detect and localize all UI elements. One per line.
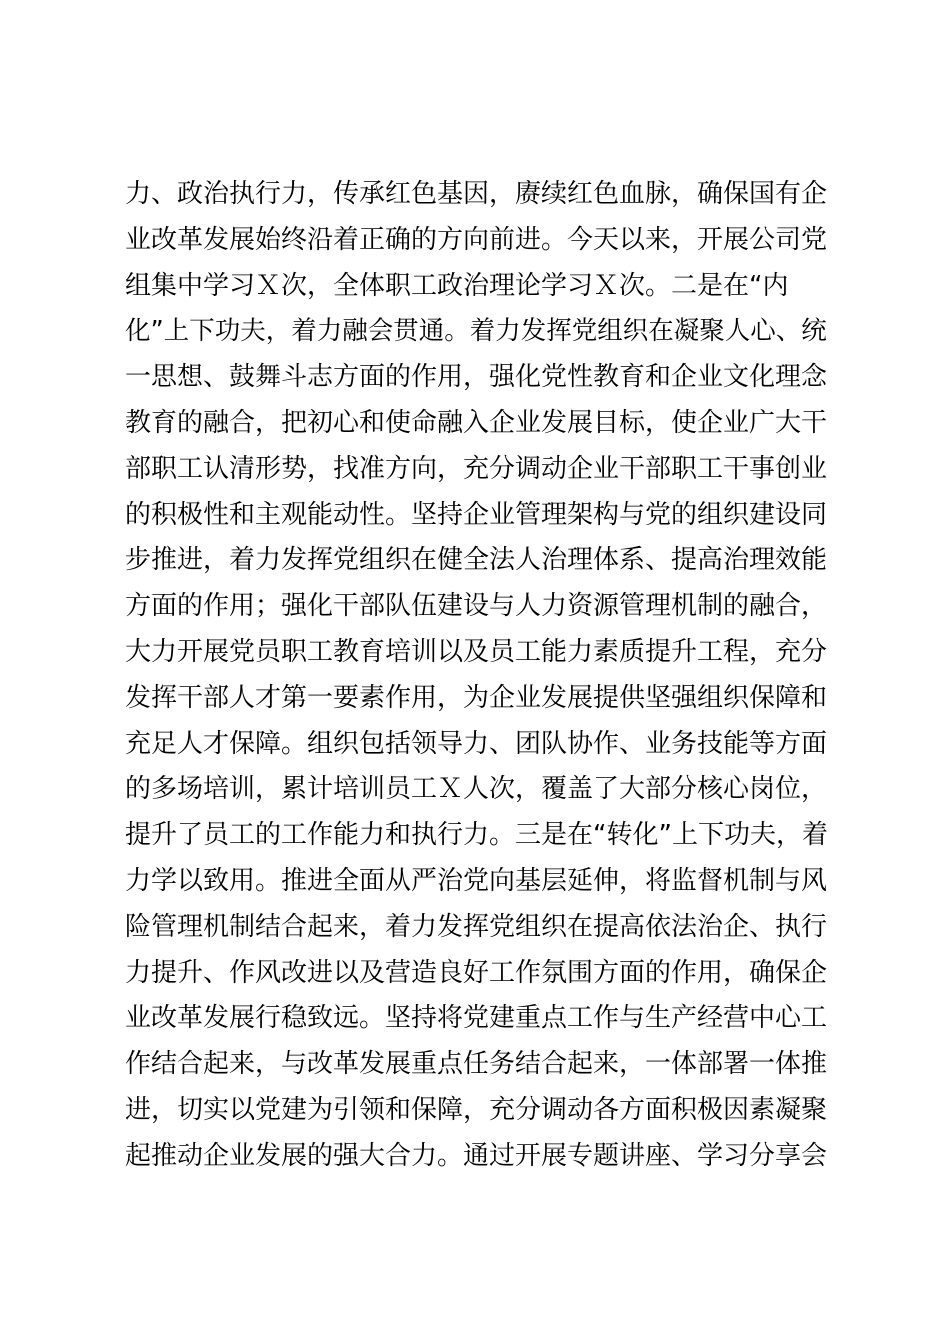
- text-line: 提升了员工的工作能力和执行力。三是在“转化”上下功夫，着: [125, 820, 828, 851]
- text-line: 步推进，着力发挥党组织在健全法人治理体系、提高治理效能: [125, 545, 828, 576]
- text-line: 化”上下功夫，着力融会贯通。着力发挥党组织在凝聚人心、统: [125, 316, 827, 347]
- text-line: 的多场培训，累计培训员工Ｘ人次，覆盖了大部分核心岗位，: [125, 774, 828, 805]
- text-line: 的积极性和主观能动性。坚持企业管理架构与党的组织建设同: [125, 499, 828, 530]
- text-line: 业改革发展始终沿着正确的方向前进。今天以来，开展公司党: [125, 224, 828, 255]
- text-line: 方面的作用；强化干部队伍建设与人力资源管理机制的融合，: [125, 591, 828, 622]
- text-line: 力、政治执行力，传承红色基因，赓续红色血脉，确保国有企: [125, 179, 828, 209]
- text-line: 充足人才保障。组织包括领导力、团队协作、业务技能等方面: [125, 728, 828, 759]
- text-line: 发挥干部人才第一要素作用，为企业发展提供坚强组织保障和: [125, 682, 828, 713]
- text-line: 力学以致用。推进全面从严治党向基层延伸，将监督机制与风: [125, 865, 828, 896]
- text-line: 起推动企业发展的强大合力。通过开展专题讲座、学习分享会: [125, 1140, 828, 1171]
- text-line: 作结合起来，与改革发展重点任务结合起来，一体部署一体推: [125, 1049, 828, 1080]
- text-line: 大力开展党员职工教育培训以及员工能力素质提升工程，充分: [125, 636, 828, 667]
- body-paragraph: [125, 172, 835, 1180]
- text-line: 组集中学习Ｘ次，全体职工政治理论学习Ｘ次。二是在“内: [125, 270, 789, 301]
- text-line: 进，切实以党建为引领和保障，充分调动各方面积极因素凝聚: [125, 1094, 828, 1125]
- text-line: 业改革发展行稳致远。坚持将党建重点工作与生产经营中心工: [125, 1003, 828, 1034]
- text-line: 部职工认清形势，找准方向，充分调动企业干部职工干事创业: [125, 453, 828, 484]
- text-line: 一思想、鼓舞斗志方面的作用，强化党性教育和企业文化理念: [125, 362, 828, 393]
- text-line: 力提升、作风改进以及营造良好工作氛围方面的作用，确保企: [125, 957, 828, 988]
- text-line: 险管理机制结合起来，着力发挥党组织在提高依法治企、执行: [125, 911, 828, 942]
- text-line: 教育的融合，把初心和使命融入企业发展目标，使企业广大干: [125, 407, 828, 438]
